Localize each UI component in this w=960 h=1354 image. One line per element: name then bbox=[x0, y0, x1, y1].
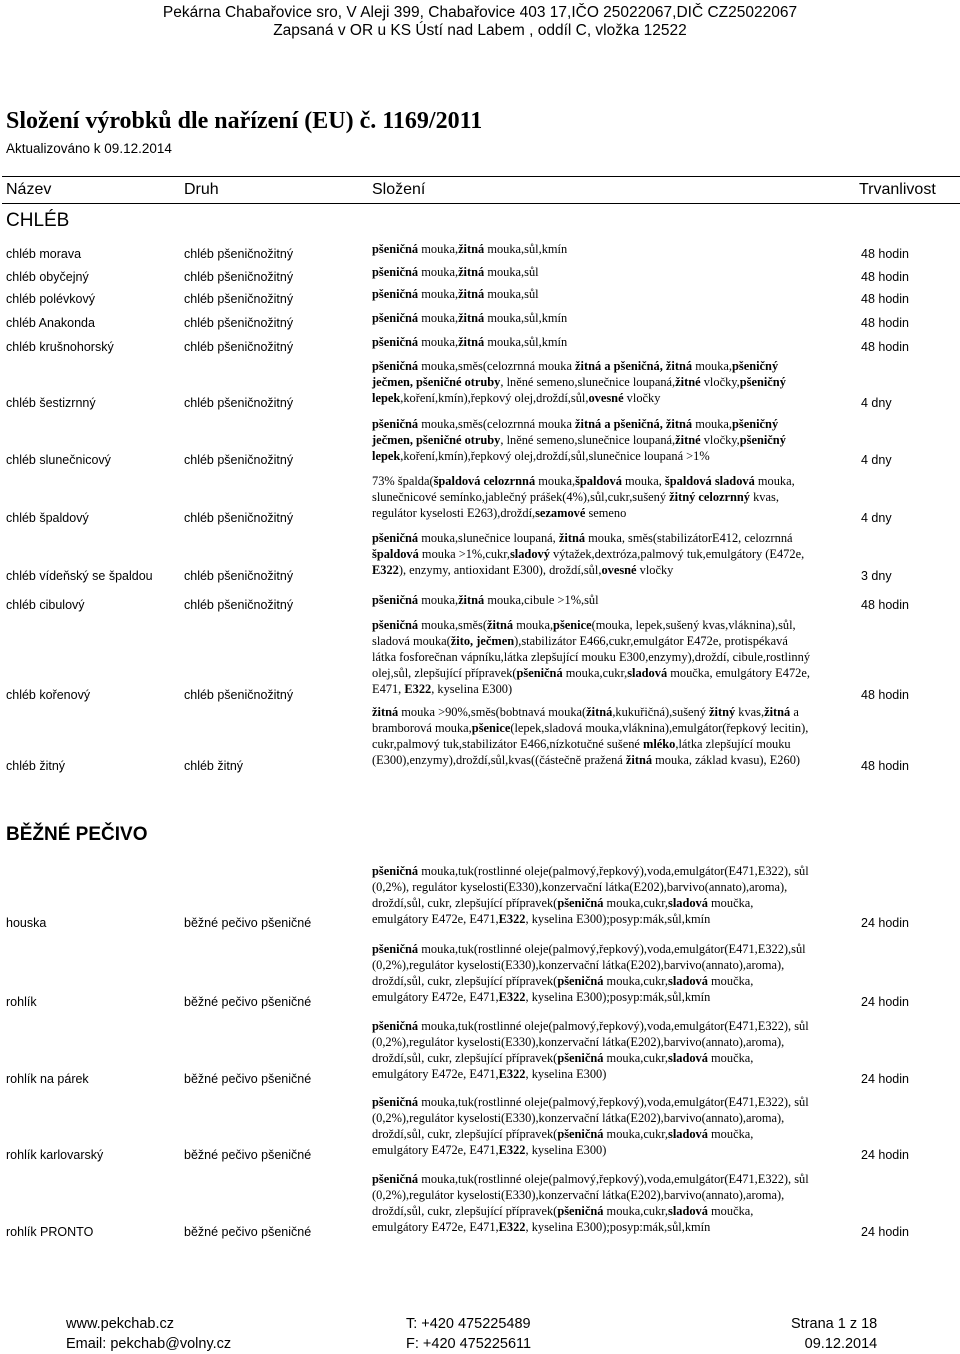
allergen-text: pšeničný lepek bbox=[372, 433, 786, 463]
allergen-text: žitná bbox=[558, 531, 586, 545]
product-composition bbox=[372, 704, 862, 768]
allergen-text: sezamové bbox=[535, 506, 586, 520]
product-kind: běžné pečivo pšeničné bbox=[184, 1148, 312, 1162]
allergen-text: pšeničná bbox=[557, 896, 604, 910]
product-name: chléb krušnohorský bbox=[6, 340, 114, 354]
allergen-text: pšeničná bbox=[372, 942, 419, 956]
allergen-text: sladová bbox=[668, 896, 708, 910]
allergen-text: žitná bbox=[458, 287, 485, 301]
product-kind: chléb pšeničnožitný bbox=[184, 511, 294, 525]
allergen-text: E322 bbox=[498, 1143, 526, 1157]
product-shelf-life: 4 dny bbox=[861, 453, 892, 467]
composition-text: moučka, emulgátory E472e, E471, bbox=[372, 974, 754, 1004]
allergen-text: špaldová sladová bbox=[664, 474, 755, 488]
composition-text: mouka,směs(celozrnná mouka bbox=[418, 417, 576, 431]
product-kind: běžné pečivo pšeničné bbox=[184, 995, 312, 1009]
composition-text: mouka,sůl bbox=[484, 287, 539, 301]
allergen-text: žitný bbox=[709, 705, 736, 719]
composition-text: mouka, slunečnicové semínko,jablečný prášek(4%),sůl,cukr,sušený bbox=[372, 474, 795, 504]
composition-text: výtažek,dextróza,palmový tuk,emulgátory (E472e, bbox=[553, 547, 805, 561]
composition-text: mouka,tuk(rostlinné oleje(palmový,řepkový),voda,emulgátor(E471,E322), sůl (0,2%),regulátor kyselosti(E330),konzervační látka(E202),barvivo(annato),aroma), droždí,sůl, cukr, zlepšující přípravek( bbox=[372, 1095, 809, 1141]
product-composition bbox=[372, 530, 862, 578]
allergen-text: pšeničná bbox=[516, 666, 563, 680]
composition-text: moučka, emulgátory E472e, E471, bbox=[372, 896, 754, 926]
allergen-text: žitná bbox=[458, 242, 485, 256]
allergen-text: E322 bbox=[498, 1220, 526, 1234]
composition-text: mouka, bbox=[418, 311, 459, 325]
product-shelf-life: 24 hodin bbox=[861, 1072, 909, 1086]
composition-text: mouka,cukr, bbox=[603, 1051, 668, 1065]
product-name: rohlík na párek bbox=[6, 1072, 89, 1086]
footer-web[interactable]: www.pekchab.cz bbox=[66, 1316, 174, 1332]
product-kind: chléb pšeničnožitný bbox=[184, 598, 294, 612]
allergen-text: žitné bbox=[675, 375, 701, 389]
allergen-text: sladová bbox=[627, 666, 668, 680]
composition-text: moučka, emulgátory E472e, E471, bbox=[372, 1051, 754, 1081]
product-name: chléb morava bbox=[6, 247, 82, 261]
product-name: chléb špaldový bbox=[6, 511, 89, 525]
composition-text: (lepek,sladová mouka,vláknina),emulgátor(řepkový lecitin), cukr,palmový tuk,stabilizátor E466,nízkotučné sušené bbox=[372, 721, 809, 751]
composition-text: ), enzymy, antioxidant E300), droždí,sůl, bbox=[398, 563, 602, 577]
product-kind: chléb pšeničnožitný bbox=[184, 340, 294, 354]
composition-text: , kyselina E300);posyp:mák,sůl,kmín bbox=[525, 912, 711, 926]
composition-text: ,koření,kmín),řepkový olej,droždí,sůl,slunečnice loupaná >1% bbox=[400, 449, 710, 463]
footer-contact bbox=[66, 1314, 231, 1354]
product-composition bbox=[372, 617, 862, 697]
allergen-text: pšenice bbox=[471, 721, 511, 735]
composition-text: 73% špalda( bbox=[372, 474, 434, 488]
allergen-text: E322 bbox=[498, 990, 526, 1004]
header-bottom-rule bbox=[2, 203, 960, 204]
composition-text: kvas, regulátor kyselosti E263),droždí, bbox=[372, 490, 779, 520]
allergen-text: žitná bbox=[575, 417, 602, 431]
allergen-text: pšeničná bbox=[372, 359, 419, 373]
composition-text: kvas, bbox=[735, 705, 765, 719]
product-composition bbox=[372, 473, 862, 521]
allergen-text: pšeničná bbox=[372, 618, 419, 632]
composition-text: , kyselina E300);posyp:mák,sůl,kmín bbox=[525, 1220, 711, 1234]
product-name: chléb vídeňský se špaldou bbox=[6, 569, 153, 583]
allergen-text: pšenice bbox=[553, 618, 592, 632]
product-kind: chléb pšeničnožitný bbox=[184, 270, 294, 284]
header-name: Název bbox=[6, 181, 52, 198]
composition-text: mouka,cukr, bbox=[603, 974, 668, 988]
composition-text: mouka, základ kvasu), E260) bbox=[652, 753, 801, 767]
product-composition bbox=[372, 592, 862, 608]
product-kind: běžné pečivo pšeničné bbox=[184, 1072, 312, 1086]
allergen-text: pšeničná bbox=[372, 1172, 419, 1186]
composition-text: , kyselina E300) bbox=[525, 1143, 607, 1157]
updated-date: Aktualizováno k 09.12.2014 bbox=[6, 141, 172, 156]
product-name: chléb kořenový bbox=[6, 688, 91, 702]
allergen-text: žitný celozrnný bbox=[669, 490, 751, 504]
product-kind: chléb pšeničnožitný bbox=[184, 396, 294, 410]
composition-text: moučka, emulgátory E472e, E471, bbox=[372, 1204, 754, 1234]
composition-text: moučka, emulgátory E472e, E471, bbox=[372, 1127, 754, 1157]
product-composition bbox=[372, 863, 862, 927]
composition-text: moučka, emulgátory E472e, E471, bbox=[372, 666, 810, 696]
allergen-text: žitná bbox=[372, 705, 399, 719]
header-composition: Složení bbox=[372, 181, 426, 198]
allergen-text: sladový bbox=[509, 547, 550, 561]
allergen-text: špaldová celozrnná bbox=[433, 474, 536, 488]
product-kind: chléb pšeničnožitný bbox=[184, 688, 294, 702]
composition-text: mouka,sůl,kmín bbox=[484, 242, 568, 256]
header-kind: Druh bbox=[184, 181, 219, 198]
allergen-text: ovesné bbox=[601, 563, 637, 577]
composition-text: , kyselina E300);posyp:mák,sůl,kmín bbox=[525, 990, 711, 1004]
table-top-rule bbox=[2, 176, 960, 177]
composition-text: mouka,tuk(rostlinné oleje(palmový,řepkový),voda,emulgátor(E471,E322), sůl (0,2%),regulátor kyselosti(E330),konzervační látka(E202),barvivo(annato),aroma), droždí,sůl, cukr, zlepšující přípravek( bbox=[372, 1019, 809, 1065]
composition-text: semeno bbox=[585, 506, 627, 520]
product-composition bbox=[372, 1171, 862, 1235]
product-name: chléb Anakonda bbox=[6, 316, 95, 330]
product-composition bbox=[372, 1018, 862, 1082]
composition-text: mouka,cibule >1%,sůl bbox=[484, 593, 599, 607]
composition-text: mouka, bbox=[513, 618, 554, 632]
section-title-bread: CHLÉB bbox=[6, 210, 70, 231]
product-shelf-life: 24 hodin bbox=[861, 1148, 909, 1162]
composition-text: ,kukuřičná),sušený bbox=[612, 705, 710, 719]
footer-email[interactable]: Email: pekchab@volny.cz bbox=[66, 1336, 232, 1352]
allergen-text: sladová bbox=[668, 1204, 708, 1218]
composition-text: ,látka zlepšující mouku (E300),enzymy),droždí,sůl,kvas((částečně pražená bbox=[372, 737, 791, 767]
product-kind: chléb pšeničnožitný bbox=[184, 569, 294, 583]
allergen-text: pšeničná bbox=[372, 242, 419, 256]
allergen-text: pšeničná bbox=[557, 1204, 604, 1218]
product-shelf-life: 3 dny bbox=[861, 569, 892, 583]
section-title-pastry: BĚŽNÉ PEČIVO bbox=[6, 824, 148, 845]
footer-phone: T: +420 475225489 bbox=[406, 1316, 531, 1332]
composition-text: mouka,cukr, bbox=[603, 1204, 668, 1218]
product-kind: chléb pšeničnožitný bbox=[184, 453, 294, 467]
product-composition bbox=[372, 416, 862, 464]
allergen-text: žitná bbox=[458, 593, 485, 607]
composition-text: mouka,sůl bbox=[484, 265, 539, 279]
document-title: Složení výrobků dle nařízení (EU) č. 1169/2011 bbox=[6, 108, 483, 134]
allergen-text: pšeničná bbox=[372, 417, 419, 431]
product-composition bbox=[372, 334, 862, 350]
product-shelf-life: 48 hodin bbox=[861, 247, 909, 261]
composition-text: mouka, bbox=[418, 242, 459, 256]
product-composition bbox=[372, 1094, 862, 1158]
composition-text: mouka, bbox=[692, 417, 733, 431]
composition-text: mouka,tuk(rostlinné oleje(palmový,řepkový),voda,emulgátor(E471,E322), sůl (0,2%),regulátor kyselosti(E330),konzervační látka(E202),barvivo(annato),aroma), droždí,sůl, cukr, zlepšující přípravek( bbox=[372, 1172, 809, 1218]
composition-text: mouka,tuk(rostlinné oleje(palmový,řepkový),voda,emulgátor(E471,E322), sůl (0,2%), regulátor kyselosti(E330),konzervační látka(E202),barvivo(annato),aroma), droždí,sůl, cukr, zlepšující přípravek( bbox=[372, 864, 809, 910]
composition-text: mouka >1%,cukr, bbox=[418, 547, 510, 561]
composition-text: a bramborová mouka, bbox=[372, 705, 799, 735]
product-name: chléb slunečnicový bbox=[6, 453, 111, 467]
allergen-text: žitná bbox=[458, 335, 485, 349]
product-shelf-life: 24 hodin bbox=[861, 916, 909, 930]
allergen-text: E322 bbox=[372, 563, 399, 577]
allergen-text: E322 bbox=[404, 682, 432, 696]
composition-text: vločky, bbox=[700, 375, 740, 389]
allergen-text: špaldová bbox=[575, 474, 622, 488]
composition-text: mouka, bbox=[418, 335, 459, 349]
allergen-text: pšeničná bbox=[372, 531, 419, 545]
allergen-text: pšeničná bbox=[557, 1127, 604, 1141]
product-composition bbox=[372, 358, 862, 406]
product-shelf-life: 4 dny bbox=[861, 511, 892, 525]
composition-text: mouka, bbox=[418, 593, 459, 607]
composition-text: , kyselina E300) bbox=[431, 682, 513, 696]
product-shelf-life: 24 hodin bbox=[861, 995, 909, 1009]
allergen-text: sladová bbox=[668, 1051, 708, 1065]
allergen-text: žito, ječmen bbox=[450, 634, 515, 648]
composition-text: , lněné semeno,slunečnice loupaná, bbox=[500, 375, 676, 389]
composition-text: , kyselina E300) bbox=[525, 1067, 607, 1081]
allergen-text: pšeničná bbox=[372, 1095, 419, 1109]
product-shelf-life: 48 hodin bbox=[861, 340, 909, 354]
allergen-text: pšeničný ječmen, pšeničné otruby bbox=[372, 359, 779, 389]
product-name: chléb žitný bbox=[6, 759, 66, 773]
header-shelf-life: Trvanlivost bbox=[859, 181, 936, 198]
company-line-1: Pekárna Chabařovice sro, V Aleji 399, Chabařovice 403 17,IČO 25022067,DIČ CZ25022067 bbox=[162, 4, 798, 21]
product-shelf-life: 48 hodin bbox=[861, 759, 909, 773]
product-shelf-life: 48 hodin bbox=[861, 292, 909, 306]
composition-text: mouka, bbox=[418, 287, 459, 301]
product-name: rohlík PRONTO bbox=[6, 1225, 94, 1239]
composition-text: mouka,cukr, bbox=[562, 666, 628, 680]
composition-text: mouka,směs(celozrnná mouka bbox=[418, 359, 576, 373]
allergen-text: pšeničná bbox=[557, 974, 604, 988]
allergen-text: ovesné bbox=[588, 391, 624, 405]
product-kind: chléb pšeničnožitný bbox=[184, 292, 294, 306]
allergen-text: žitná bbox=[458, 265, 485, 279]
composition-text: mouka,směs( bbox=[418, 618, 487, 632]
allergen-text: E322 bbox=[498, 1067, 526, 1081]
product-shelf-life: 4 dny bbox=[861, 396, 892, 410]
allergen-text: žitná bbox=[586, 705, 613, 719]
composition-text: mouka, bbox=[535, 474, 576, 488]
allergen-text: pšeničná bbox=[372, 593, 419, 607]
allergen-text: žitné bbox=[675, 433, 701, 447]
allergen-text: a pšeničná, žitná bbox=[604, 359, 693, 373]
product-kind: běžné pečivo pšeničné bbox=[184, 916, 312, 930]
allergen-text: E322 bbox=[498, 912, 526, 926]
composition-text: ,koření,kmín),řepkový olej,droždí,sůl, bbox=[400, 391, 589, 405]
composition-text: mouka, bbox=[418, 265, 459, 279]
product-composition bbox=[372, 941, 862, 1005]
allergen-text: špaldová bbox=[372, 547, 419, 561]
footer-page-number: Strana 1 z 18 bbox=[791, 1316, 878, 1332]
product-composition bbox=[372, 286, 862, 302]
product-shelf-life: 48 hodin bbox=[861, 316, 909, 330]
composition-text: mouka,slunečnice loupaná, bbox=[418, 531, 559, 545]
allergen-text: pšeničná bbox=[372, 287, 419, 301]
composition-text: mouka >90%,směs(bobtnavá mouka( bbox=[398, 705, 587, 719]
composition-text: mouka, bbox=[621, 474, 665, 488]
company-line-2: Zapsaná v OR u KS Ústí nad Labem , oddíl C, vložka 12522 bbox=[273, 22, 687, 39]
allergen-text: pšeničný lepek bbox=[372, 375, 786, 405]
product-name: chléb šestizrnný bbox=[6, 396, 96, 410]
allergen-text: pšeničná bbox=[372, 1019, 419, 1033]
composition-text: mouka,sůl,kmín bbox=[484, 311, 568, 325]
allergen-text: pšeničná bbox=[372, 265, 419, 279]
allergen-text: pšeničný ječmen, pšeničné otruby bbox=[372, 417, 779, 447]
product-name: chléb obyčejný bbox=[6, 270, 89, 284]
product-shelf-life: 48 hodin bbox=[861, 598, 909, 612]
allergen-text: pšeničná bbox=[372, 864, 419, 878]
allergen-text: žitná bbox=[486, 618, 514, 632]
composition-text: vločky, bbox=[700, 433, 740, 447]
product-name: rohlík bbox=[6, 995, 37, 1009]
product-kind: chléb žitný bbox=[184, 759, 244, 773]
footer-phones bbox=[406, 1314, 531, 1354]
product-name: houska bbox=[6, 916, 47, 930]
composition-text: mouka, směs(stabilizátorE412, celozrnná bbox=[588, 531, 793, 545]
composition-text: mouka,cukr, bbox=[603, 1127, 668, 1141]
product-kind: běžné pečivo pšeničné bbox=[184, 1225, 312, 1239]
footer-page-info bbox=[791, 1314, 877, 1354]
product-name: rohlík karlovarský bbox=[6, 1148, 104, 1162]
composition-text: , lněné semeno,slunečnice loupaná, bbox=[500, 433, 676, 447]
allergen-text: žitná bbox=[764, 705, 791, 719]
composition-text: mouka,sůl,kmín bbox=[484, 335, 568, 349]
product-kind: chléb pšeničnožitný bbox=[184, 247, 294, 261]
product-kind: chléb pšeničnožitný bbox=[184, 316, 294, 330]
footer-date: 09.12.2014 bbox=[804, 1336, 878, 1352]
allergen-text: sladová bbox=[668, 974, 708, 988]
composition-text: ),stabilizátor E466,cukr,emulgátor E472e, protispékavá látka fosforečnan vápníku,látka zlepšující mouku E300,enzymy),droždí, cibule,rostlinný olej,sůl, zlepšující přípravek( bbox=[372, 634, 811, 680]
allergen-text: žitná bbox=[575, 359, 602, 373]
product-composition bbox=[372, 264, 862, 280]
product-name: chléb polévkový bbox=[6, 292, 95, 306]
product-name: chléb cibulový bbox=[6, 598, 85, 612]
allergen-text: žitná bbox=[458, 311, 485, 325]
product-shelf-life: 48 hodin bbox=[861, 270, 909, 284]
product-shelf-life: 24 hodin bbox=[861, 1225, 909, 1239]
composition-text: mouka, bbox=[692, 359, 733, 373]
product-shelf-life: 48 hodin bbox=[861, 688, 909, 702]
allergen-text: pšeničná bbox=[372, 335, 419, 349]
composition-text: vločky bbox=[636, 563, 674, 577]
allergen-text: sladová bbox=[668, 1127, 708, 1141]
composition-text: mouka,cukr, bbox=[603, 896, 668, 910]
product-composition bbox=[372, 310, 862, 326]
composition-text: vločky bbox=[623, 391, 661, 405]
allergen-text: pšeničná bbox=[557, 1051, 604, 1065]
allergen-text: a pšeničná, žitná bbox=[604, 417, 693, 431]
allergen-text: žitná bbox=[625, 753, 653, 767]
allergen-text: mléko bbox=[643, 737, 676, 751]
product-composition bbox=[372, 241, 862, 257]
composition-text: (mouka, lepek,sušený kvas,vláknina),sůl, sladová mouka( bbox=[372, 618, 796, 648]
allergen-text: pšeničná bbox=[372, 311, 419, 325]
composition-text: mouka,tuk(rostlinné oleje(palmový,řepkový),voda,emulgátor(E471,E322),sůl (0,2%),regulátor kyselosti(E330),konzervační látka(E202),barvivo(annato),aroma), droždí,sůl, cukr, zlepšující přípravek( bbox=[372, 942, 806, 988]
footer-fax: F: +420 475225611 bbox=[406, 1336, 532, 1352]
